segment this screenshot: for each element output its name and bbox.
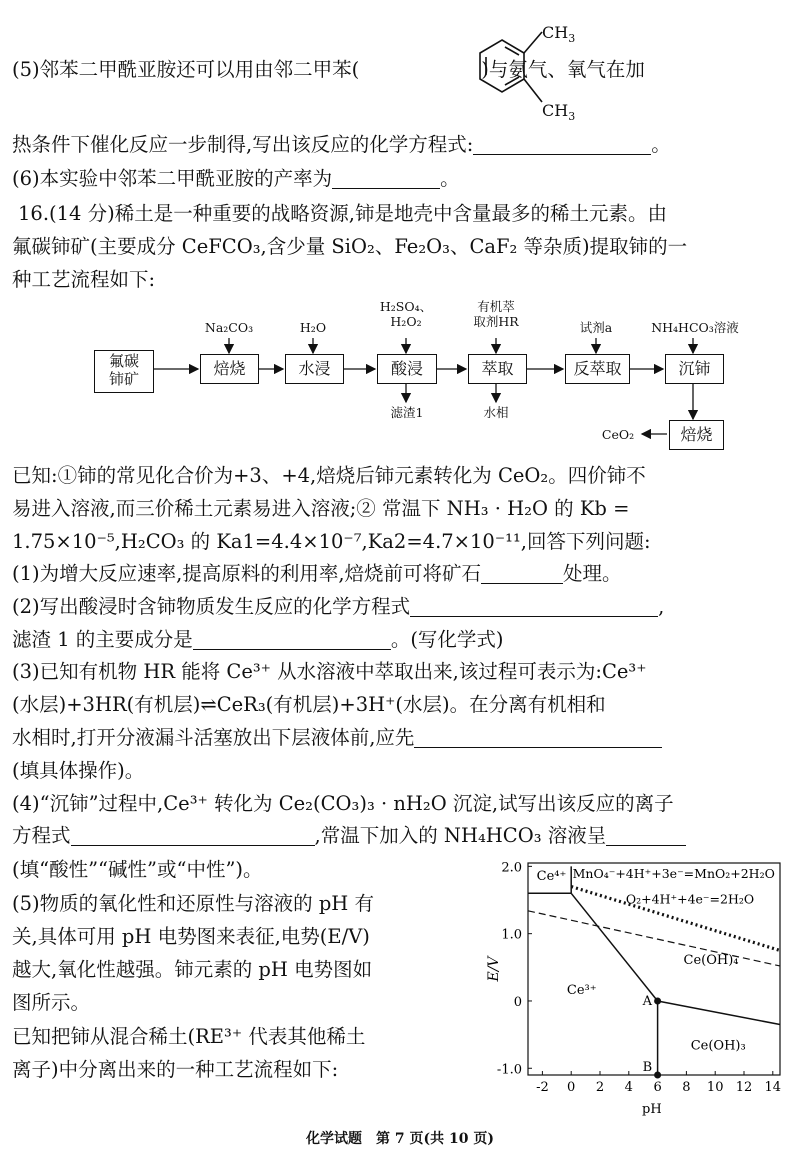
page-footer: 化学试题 第 7 页(共 10 页) [306,1131,494,1147]
x-tick-label: 8 [682,1080,691,1095]
answer-blank[interactable] [414,725,662,748]
flow-aqueous-phase: 水相 [483,405,509,420]
chart-annotation: MnO₄⁻+4H⁺+3e⁻=MnO₂+2H₂O [572,865,775,881]
o-xylene-structure [462,12,602,124]
q16-known-line1: 已知:①铈的常见化合价为+3、+4,焙烧后铈元素转化为 CeO₂。四价铈不 [12,464,646,487]
chart-point-label: A [642,993,652,1009]
flow-residue-1: 滤渣1 [390,405,424,420]
chart-point [654,1072,661,1079]
flow-box-back-extraction: 反萃取 [565,354,630,384]
y-tick-label: 2.0 [501,860,522,876]
q15-part5-line1: (5)邻苯二甲酰亚胺还可以用由邻二甲苯( )与氨气、氧气在加 [12,58,645,81]
chart-series-line [658,1001,780,1025]
y-tick-label: 1.0 [501,927,522,943]
q16-part5-line6: 离子)中分离出来的一种工艺流程如下: [12,1058,339,1081]
answer-blank[interactable] [332,166,440,189]
chart-point [654,997,661,1004]
q16-intro-line3: 种工艺流程如下: [12,268,156,291]
q16-part3-line1: (3)已知有机物 HR 能将 Ce³⁺ 从水溶液中萃取出来,该过程可表示为:Ce³⁺ [12,660,647,683]
flow-box-acid-leach: 酸浸 [377,354,437,384]
q16-part5-line5: 已知把铈从混合稀土(RE³⁺ 代表其他稀土 [12,1025,366,1048]
x-tick-label: 4 [624,1080,633,1095]
answer-blank[interactable] [410,594,658,617]
x-tick-label: 6 [653,1080,662,1095]
q15-part5-line2: 热条件下催化反应一步制得,写出该反应的化学方程式: 。 [12,133,671,156]
q16-intro-line1: 16.(14 分)稀土是一种重要的战略资源,铈是地壳中含量最多的稀土元素。由 [18,202,667,225]
q16-part1: (1)为增大反应速率,提高原料的利用率,焙烧前可将矿石 处理。 [12,562,622,585]
x-tick-label: 0 [567,1080,576,1095]
x-tick-label: -2 [536,1080,549,1095]
q16-part4-line3: (填“酸性”“碱性”或“中性”)。 [12,858,263,881]
q16-part5-line4: 图所示。 [12,991,91,1014]
x-axis-label: pH [642,1102,662,1117]
chart-region-label: Ce(OH)₄ [683,952,739,968]
flow-product-ceo2: CeO₂ [601,427,635,442]
flow-box-extraction: 萃取 [468,354,527,384]
chart-region-label: Ce³⁺ [566,983,597,999]
flow-reagent-h2o: H₂O [299,320,327,335]
flow-box-roast: 焙烧 [200,354,259,384]
q16-part4-line2: 方程式 ,常温下加入的 NH₄HCO₃ 溶液呈 [12,821,788,851]
q16-intro-line2: 氟碳铈矿(主要成分 CeFCO₃,含少量 SiO₂、Fe₂O₃、CaF₂ 等杂质)提取铈的一 [12,235,688,258]
y-axis-label: E/V [486,956,502,982]
q16-part5-line1: (5)物质的氧化性和还原性与溶液的 pH 有 [12,892,375,915]
answer-blank[interactable] [606,823,686,846]
answer-blank[interactable] [481,561,563,584]
y-tick-label: -1.0 [496,1062,522,1078]
chart-series-line [528,911,780,966]
flow-box-precipitate-ce: 沉铈 [665,354,724,384]
chart-annotation: O₂+4H⁺+4e⁻=2H₂O [625,891,755,907]
answer-blank[interactable] [193,627,391,650]
q16-part4-line1: (4)“沉铈”过程中,Ce³⁺ 转化为 Ce₂(CO₃)₃ · nH₂O 沉淀,试写出该反应的离子 [12,792,674,815]
flow-box-water-leach: 水浸 [285,354,344,384]
answer-blank[interactable] [473,132,651,155]
flow-reagent-h2so4-h2o2: H₂SO₄、 H₂O₂ [379,299,433,329]
chart-region-label: Ce⁴⁺ [536,868,567,884]
q15-part6: (6)本实验中邻苯二甲酰亚胺的产率为 。 [12,167,460,190]
x-tick-label: 14 [764,1080,782,1095]
answer-blank[interactable] [71,823,315,846]
q16-part3-line3: 水相时,打开分液漏斗活塞放出下层液体前,应先 [12,723,788,753]
flow-reagent-hr: 有机萃 取剂HR [473,299,519,329]
y-tick-label: 0 [513,994,522,1010]
q16-part3-line4: (填具体操作)。 [12,759,145,782]
chart-point-label: B [642,1060,653,1075]
chart-region-label: Ce(OH)₃ [690,1038,746,1054]
ph-potential-chart [484,855,794,1120]
flow-box-roast-2: 焙烧 [669,420,724,450]
q16-part2-line1: (2)写出酸浸时含铈物质发生反应的化学方程式 , [12,595,665,618]
x-tick-label: 12 [735,1080,753,1095]
x-tick-label: 10 [706,1080,724,1095]
x-tick-label: 2 [595,1080,605,1095]
flow-box-ore: 氟碳 铈矿 [94,350,154,393]
svg-text:CH3: $CH_3$ [542,23,576,45]
flow-reagent-nh4hco3: NH₄HCO₃溶液 [651,320,739,335]
q16-known-line2: 易进入溶液,而三价稀土元素易进入溶液;② 常温下 NH₃ · H₂O 的 Kb = [12,497,630,520]
svg-text:CH3: $CH_3$ [542,101,576,123]
q16-part5-line2: 关,具体可用 pH 电势图来表征,电势(E/V) [12,925,370,948]
q16-part2-line2: 滤渣 1 的主要成分是 。(写化学式) [12,628,504,651]
q16-known-line3: 1.75×10⁻⁵,H₂CO₃ 的 Ka1=4.4×10⁻⁷,Ka2=4.7×10⁻¹¹,回答下列问题: [12,530,651,553]
flow-reagent-na2co3: Na₂CO₃ [204,320,254,335]
q16-part5-line3: 越大,氧化性越强。铈元素的 pH 电势图如 [12,958,373,981]
flow-reagent-a: 试剂a [579,320,613,335]
q16-part3-line2: (水层)+3HR(有机层)⇌CeR₃(有机层)+3H⁺(水层)。在分离有机相和 [12,693,606,716]
